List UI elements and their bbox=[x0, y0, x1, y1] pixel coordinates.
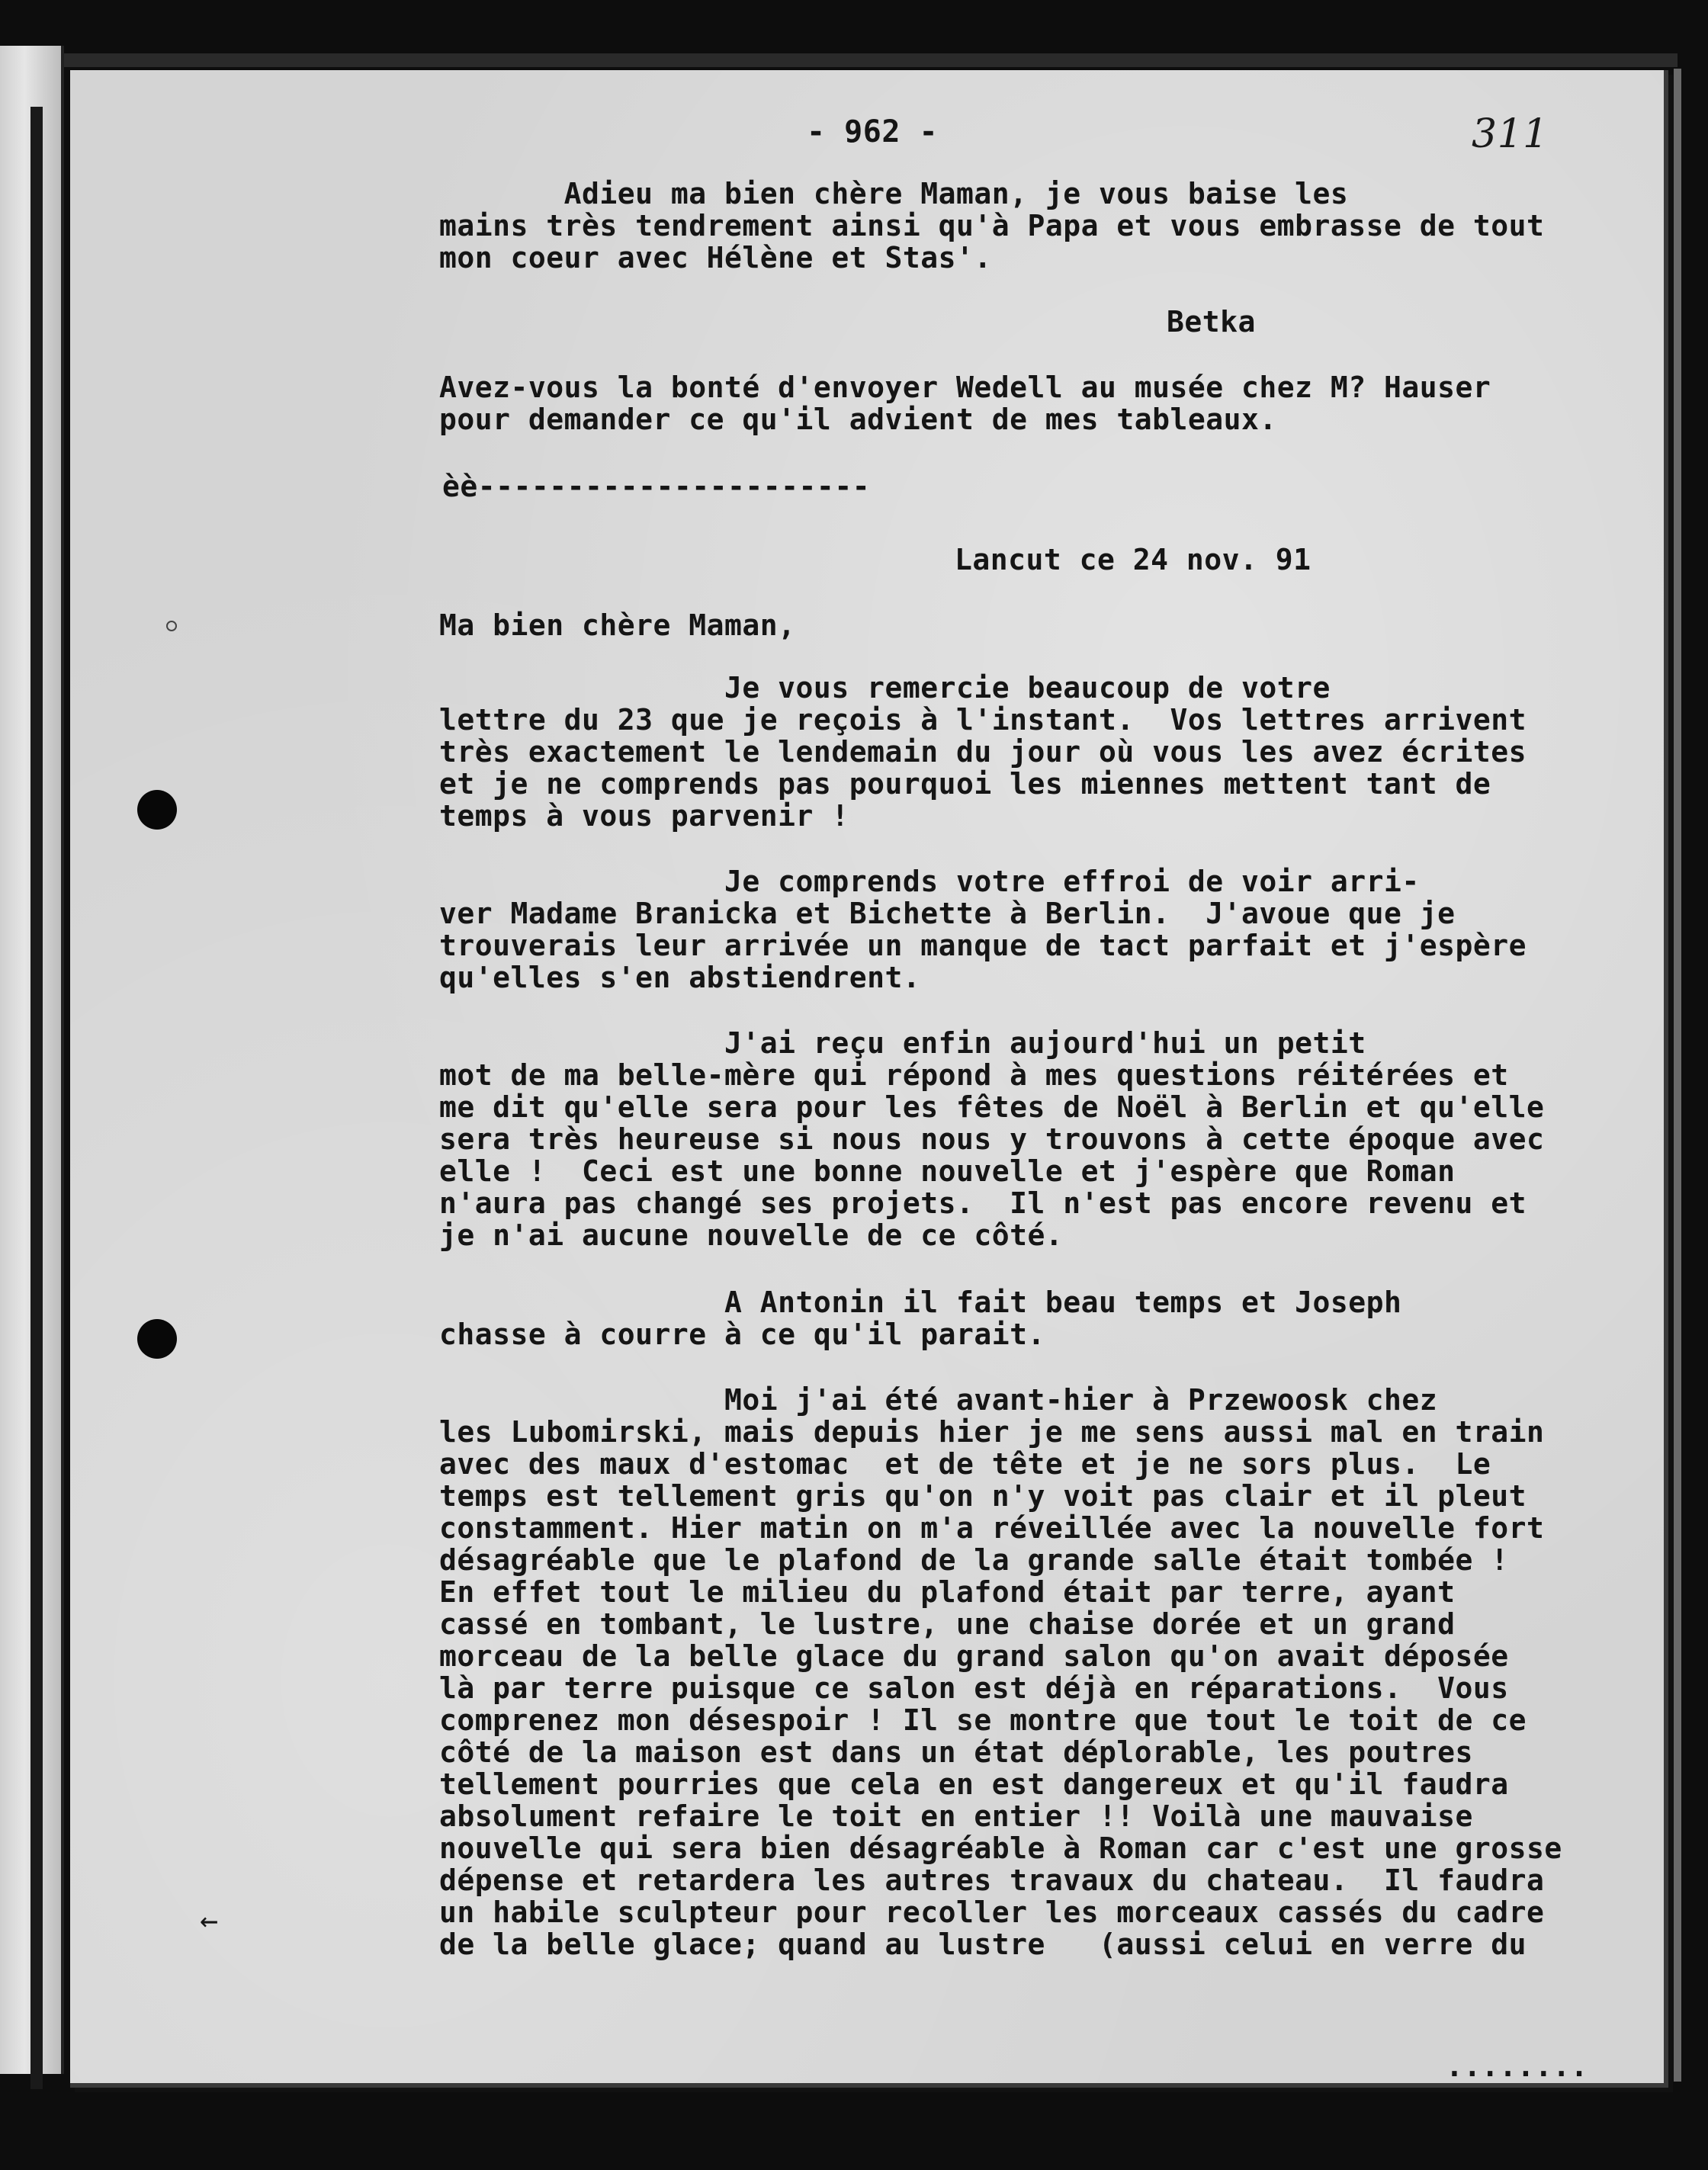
paragraph-6-line: de la belle glace; quand au lustre (aussi celui en verre du bbox=[439, 1928, 1527, 1961]
paragraph-2-line: temps à vous parvenir ! bbox=[439, 799, 849, 833]
paragraph-5-line: A Antonin il fait beau temps et Joseph bbox=[439, 1286, 1402, 1319]
binder-top-edge bbox=[0, 53, 1678, 67]
paragraph-6-line: nouvelle qui sera bien désagréable à Roman car c'est une grosse bbox=[439, 1831, 1562, 1865]
folio-number: 311 bbox=[1472, 111, 1549, 157]
binder-inner-edge bbox=[30, 107, 43, 2089]
signature: Betka bbox=[1167, 305, 1256, 339]
paragraph-2-line: et je ne comprends pas pourquoi les miennes mettent tant de bbox=[439, 767, 1491, 801]
salutation: Ma bien chère Maman, bbox=[439, 608, 796, 642]
paragraph-3-line: ver Madame Branicka et Bichette à Berlin. J'avoue que je bbox=[439, 897, 1456, 930]
postscript-line: pour demander ce qu'il advient de mes tableaux. bbox=[439, 403, 1277, 436]
page-right-edge bbox=[1674, 69, 1681, 2082]
paragraph-4-line: elle ! Ceci est une bonne nouvelle et j'espère que Roman bbox=[439, 1154, 1456, 1188]
paragraph-4-line: mot de ma belle-mère qui répond à mes questions réitérées et bbox=[439, 1058, 1509, 1092]
paragraph-2-line: très exactement le lendemain du jour où vous les avez écrites bbox=[439, 735, 1527, 769]
paragraph-2-line: Je vous remercie beaucoup de votre bbox=[439, 671, 1331, 705]
paragraph-3-line: qu'elles s'en abstiendrent. bbox=[439, 961, 921, 994]
paragraph-3-line: trouverais leur arrivée un manque de tact parfait et j'espère bbox=[439, 929, 1527, 962]
paragraph-1-line: Adieu ma bien chère Maman, je vous baise les bbox=[439, 177, 1349, 210]
binder-spine bbox=[0, 46, 64, 2074]
paragraph-4-line: sera très heureuse si nous nous y trouvons à cette époque avec bbox=[439, 1122, 1545, 1156]
paragraph-6-line: les Lubomirski, mais depuis hier je me sens aussi mal en train bbox=[439, 1415, 1545, 1449]
paragraph-4-line: me dit qu'elle sera pour les fêtes de Noël à Berlin et qu'elle bbox=[439, 1090, 1545, 1124]
paragraph-6-line: comprenez mon désespoir ! Il se montre que tout le toit de ce bbox=[439, 1703, 1527, 1737]
paragraph-2-line: lettre du 23 que je reçois à l'instant. Vos lettres arrivent bbox=[439, 703, 1527, 737]
punch-hole-lower bbox=[137, 1319, 177, 1359]
paragraph-3-line: Je comprends votre effroi de voir arri- bbox=[439, 865, 1420, 898]
paragraph-6-line: là par terre puisque ce salon est déjà en réparations. Vous bbox=[439, 1671, 1509, 1705]
paragraph-4-line: n'aura pas changé ses projets. Il n'est pas encore revenu et bbox=[439, 1186, 1527, 1220]
paragraph-6-line: dépense et retardera les autres travaux du chateau. Il faudra bbox=[439, 1863, 1545, 1897]
paragraph-6-line: cassé en tombant, le lustre, une chaise dorée et un grand bbox=[439, 1607, 1456, 1641]
margin-mark-dot bbox=[166, 621, 177, 631]
paragraph-6-line: En effet tout le milieu du plafond était par terre, ayant bbox=[439, 1575, 1456, 1609]
paragraph-5-line: chasse à courre à ce qu'il parait. bbox=[439, 1318, 1045, 1351]
paragraph-6-line: avec des maux d'estomac et de tête et je ne sors plus. Le bbox=[439, 1447, 1491, 1481]
paragraph-6-line: morceau de la belle glace du grand salon qu'on avait déposée bbox=[439, 1639, 1509, 1673]
paragraph-6-line: constamment. Hier matin on m'a réveillée avec la nouvelle fort bbox=[439, 1511, 1545, 1545]
paragraph-6-line: temps est tellement gris qu'on n'y voit pas clair et il pleut bbox=[439, 1479, 1527, 1513]
paragraph-1-line: mon coeur avec Hélène et Stas'. bbox=[439, 241, 992, 274]
date-line: Lancut ce 24 nov. 91 bbox=[955, 543, 1312, 576]
paragraph-6-line: Moi j'ai été avant-hier à Przewoosk chez bbox=[439, 1383, 1438, 1417]
paragraph-6-line: un habile sculpteur pour recoller les morceaux cassés du cadre bbox=[439, 1896, 1545, 1929]
separator-line: èè---------------------- bbox=[442, 470, 871, 503]
postscript-line: Avez-vous la bonté d'envoyer Wedell au musée chez M? Hauser bbox=[439, 371, 1491, 404]
paragraph-6-line: absolument refaire le toit en entier !! Voilà une mauvaise bbox=[439, 1799, 1473, 1833]
margin-arrow-mark: ← bbox=[200, 1903, 219, 1938]
paragraph-4-line: je n'ai aucune nouvelle de ce côté. bbox=[439, 1218, 1064, 1252]
page-number: - 962 - bbox=[807, 114, 939, 149]
paragraph-6-line: côté de la maison est dans un état déplorable, les poutres bbox=[439, 1735, 1473, 1769]
punch-hole-upper bbox=[137, 790, 177, 830]
paragraph-1-line: mains très tendrement ainsi qu'à Papa et vous embrasse de tout bbox=[439, 209, 1545, 242]
paragraph-4-line: J'ai reçu enfin aujourd'hui un petit bbox=[439, 1026, 1366, 1060]
continuation-dots: ........ bbox=[1446, 2050, 1589, 2083]
paragraph-6-line: désagréable que le plafond de la grande salle était tombée ! bbox=[439, 1543, 1509, 1577]
paragraph-6-line: tellement pourries que cela en est dangereux et qu'il faudra bbox=[439, 1767, 1509, 1801]
